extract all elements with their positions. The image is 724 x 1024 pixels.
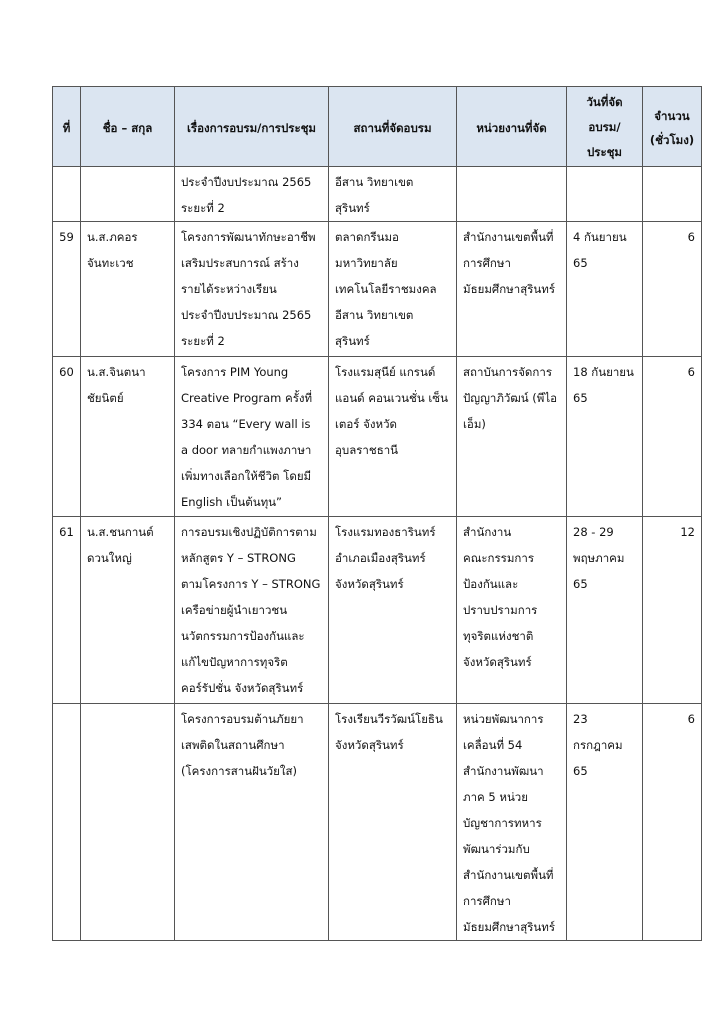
date-line: 18 กันยายน xyxy=(573,365,634,379)
venue-line: เตอร์ จังหวัด xyxy=(335,417,397,431)
date-line: 23 xyxy=(573,712,588,726)
cell-agency xyxy=(457,222,567,357)
table-row xyxy=(53,517,702,704)
cell-date xyxy=(567,517,643,704)
table-row xyxy=(53,167,702,222)
venue-line: อีสาน วิทยาเขต xyxy=(335,308,414,322)
cell-no xyxy=(53,167,81,222)
topic-line: ระยะที่ 2 xyxy=(181,201,225,215)
venue-line: ตลาดกรีนมอ xyxy=(335,230,399,244)
date-line: 65 xyxy=(573,391,588,405)
agency-line: เคลื่อนที่ 54 xyxy=(463,738,523,752)
name-line: ชัยนิตย์ xyxy=(87,391,124,405)
cell-venue xyxy=(329,167,457,222)
topic-line: โครงการ PIM Young xyxy=(181,365,289,379)
header-date: วันที่จัด อบรม/ ประชุม xyxy=(567,87,643,167)
venue-line: โรงแรมทองธารินทร์ xyxy=(335,525,436,539)
topic-line: Creative Program ครั้งที่ xyxy=(181,391,313,405)
date-line: 65 xyxy=(573,764,588,778)
cell-no xyxy=(53,517,81,704)
date-line: 28 - 29 xyxy=(573,525,614,539)
date-line: กรกฎาคม xyxy=(573,738,623,752)
venue-line: อีสาน วิทยาเขต xyxy=(335,175,414,189)
cell-hours xyxy=(643,222,702,357)
topic-line: เครือข่ายผู้นำเยาวชน xyxy=(181,603,288,617)
topic-line: a door ทลายกำแพงภาษา xyxy=(181,443,312,457)
header-topic: เรื่องการอบรม/การประชุม xyxy=(175,87,329,167)
cell-no xyxy=(53,222,81,357)
training-records-table xyxy=(52,86,702,941)
venue-line: เทคโนโลยีราชมงคล xyxy=(335,282,437,296)
cell-name xyxy=(81,222,175,357)
topic-line: รายได้ระหว่างเรียน xyxy=(181,282,277,296)
cell-agency xyxy=(457,167,567,222)
venue-line: มหาวิทยาลัย xyxy=(335,256,398,270)
cell-topic xyxy=(175,167,329,222)
agency-line: สถาบันการจัดการ xyxy=(463,365,553,379)
cell-hours xyxy=(643,517,702,704)
table-row xyxy=(53,704,702,941)
cell-date xyxy=(567,357,643,517)
no-value: 61 xyxy=(59,525,74,539)
topic-line: คอร์รัปชั่น จังหวัดสุรินทร์ xyxy=(181,681,304,695)
venue-line: สุรินทร์ xyxy=(335,201,370,215)
agency-line: พัฒนาร่วมกับ xyxy=(463,842,530,856)
cell-agency xyxy=(457,517,567,704)
topic-line: หลักสูตร Y – STRONG xyxy=(181,551,296,565)
table-header xyxy=(53,87,702,167)
agency-line: บัญชาการทหาร xyxy=(463,816,542,830)
agency-line: ภาค 5 หน่วย xyxy=(463,790,528,804)
agency-line: หน่วยพัฒนาการ xyxy=(463,712,544,726)
cell-venue xyxy=(329,222,457,357)
table-body xyxy=(53,167,702,941)
venue-line: จังหวัดสุรินทร์ xyxy=(335,738,404,752)
hours-value: 6 xyxy=(687,712,695,726)
header-no: ที่ xyxy=(53,87,81,167)
date-line: พฤษภาคม xyxy=(573,551,625,565)
venue-line: อำเภอเมืองสุรินทร์ xyxy=(335,551,426,565)
header-agency: หน่วยงานที่จัด xyxy=(457,87,567,167)
hours-value: 6 xyxy=(687,230,695,244)
agency-line: สำนักงานเขตพื้นที่ xyxy=(463,868,554,882)
agency-line: ปัญญาภิวัฒน์ (พีไอ xyxy=(463,391,558,405)
cell-agency xyxy=(457,704,567,941)
table-row xyxy=(53,222,702,357)
no-value: 59 xyxy=(59,230,74,244)
table-row xyxy=(53,357,702,517)
agency-line: สำนักงานเขตพื้นที่ xyxy=(463,230,554,244)
cell-no xyxy=(53,357,81,517)
header-venue: สถานที่จัดอบรม xyxy=(329,87,457,167)
date-line: 65 xyxy=(573,577,588,591)
venue-line: อุบลราชธานี xyxy=(335,443,399,457)
hours-value: 6 xyxy=(687,365,695,379)
cell-agency xyxy=(457,357,567,517)
venue-line: แอนด์ คอนเวนชั่น เซ็น xyxy=(335,391,448,405)
cell-topic xyxy=(175,222,329,357)
topic-line: เสพติดในสถานศึกษา xyxy=(181,738,285,752)
topic-line: นวัตกรรมการป้องกันและ xyxy=(181,629,305,643)
cell-hours xyxy=(643,167,702,222)
header-hours: จำนวน (ชั่วโมง) xyxy=(643,87,702,167)
name-line: น.ส.จินตนา xyxy=(87,365,146,379)
venue-line: สุรินทร์ xyxy=(335,334,370,348)
no-value: 60 xyxy=(59,365,74,379)
name-line: จันทะเวช xyxy=(87,256,134,270)
cell-name xyxy=(81,704,175,941)
topic-line: 334 ตอน “Every wall is xyxy=(181,417,311,431)
agency-line: ทุจริตแห่งชาติ xyxy=(463,629,534,643)
topic-line: โครงการอบรมต้านภัยยา xyxy=(181,712,304,726)
venue-line: จังหวัดสุรินทร์ xyxy=(335,577,404,591)
topic-line: ตามโครงการ Y – STRONG xyxy=(181,577,321,591)
venue-line: โรงเรียนวีรวัฒน์โยธิน xyxy=(335,712,443,726)
topic-line: เพิ่มทางเลือกให้ชีวิต โดยมี xyxy=(181,469,312,483)
cell-hours xyxy=(643,704,702,941)
cell-no xyxy=(53,704,81,941)
date-line: 65 xyxy=(573,256,588,270)
agency-line: มัธยมศึกษาสุรินทร์ xyxy=(463,920,556,934)
header-name: ชื่อ – สกุล xyxy=(81,87,175,167)
cell-date xyxy=(567,167,643,222)
cell-hours xyxy=(643,357,702,517)
agency-line: ปราบปรามการ xyxy=(463,603,538,617)
cell-name xyxy=(81,167,175,222)
agency-line: คณะกรรมการ xyxy=(463,551,535,565)
agency-line: สำนักงาน xyxy=(463,525,512,539)
topic-line: ระยะที่ 2 xyxy=(181,334,225,348)
topic-line: แก้ไขปัญหาการทุจริต xyxy=(181,655,288,669)
cell-date xyxy=(567,222,643,357)
date-line: 4 กันยายน xyxy=(573,230,627,244)
agency-line: เอ็ม) xyxy=(463,417,486,431)
name-line: น.ส.ภคอร xyxy=(87,230,138,244)
cell-topic xyxy=(175,517,329,704)
name-line: น.ส.ชนกานต์ xyxy=(87,525,154,539)
topic-line: การอบรมเชิงปฏิบัติการตาม xyxy=(181,525,317,539)
hours-value: 12 xyxy=(680,525,695,539)
topic-line: โครงการพัฒนาทักษะอาชีพ xyxy=(181,230,316,244)
topic-line: (โครงการสานฝันวัยใส) xyxy=(181,764,297,778)
topic-line: English เป็นต้นทุน” xyxy=(181,495,283,509)
agency-line: สำนักงานพัฒนา xyxy=(463,764,544,778)
venue-line: โรงแรมสุนีย์ แกรนด์ xyxy=(335,365,436,379)
cell-venue xyxy=(329,704,457,941)
cell-name xyxy=(81,517,175,704)
cell-venue xyxy=(329,517,457,704)
cell-name xyxy=(81,357,175,517)
agency-line: มัธยมศึกษาสุรินทร์ xyxy=(463,282,556,296)
cell-topic xyxy=(175,357,329,517)
cell-date xyxy=(567,704,643,941)
cell-topic xyxy=(175,704,329,941)
topic-line: ประจำปีงบประมาณ 2565 xyxy=(181,308,312,322)
agency-line: ป้องกันและ xyxy=(463,577,519,591)
topic-line: ประจำปีงบประมาณ 2565 xyxy=(181,175,312,189)
topic-line: เสริมประสบการณ์ สร้าง xyxy=(181,256,299,270)
agency-line: การศึกษา xyxy=(463,256,511,270)
cell-venue xyxy=(329,357,457,517)
agency-line: การศึกษา xyxy=(463,894,511,908)
agency-line: จังหวัดสุรินทร์ xyxy=(463,655,532,669)
name-line: ดวนใหญ่ xyxy=(87,551,132,565)
